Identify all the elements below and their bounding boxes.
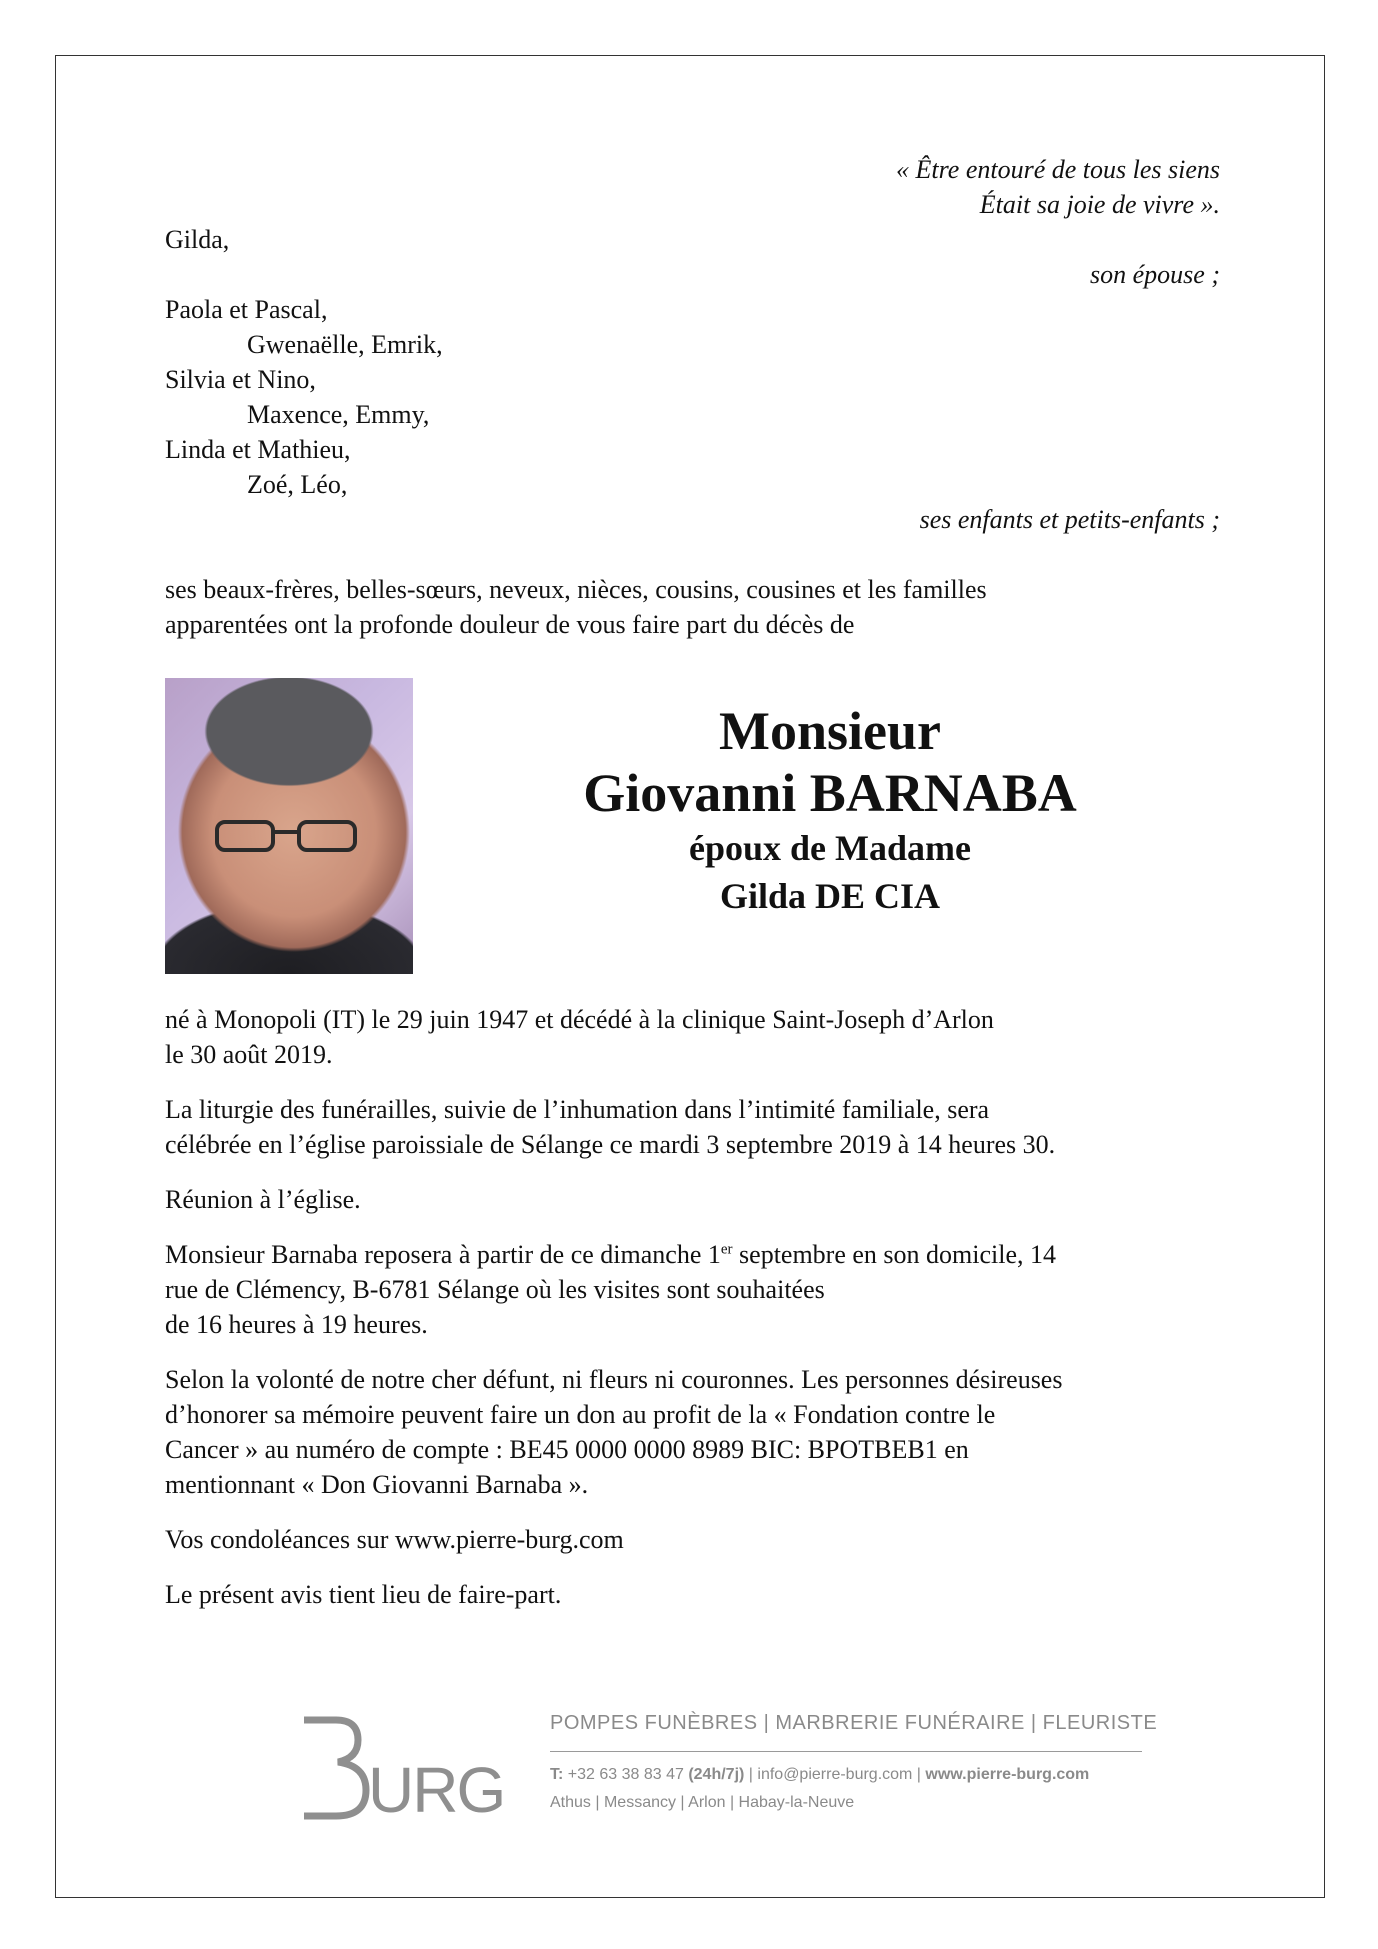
wish-line-4: mentionnant « Don Giovanni Barnaba ». (165, 1470, 589, 1499)
liturgy-line-2: célébrée en l’église paroissiale de Sélange ce mardi 3 septembre 2019 à 14 heures 30. (165, 1130, 1056, 1159)
extended-family (165, 572, 1220, 642)
burg-logo (296, 1712, 506, 1822)
company-services: POMPES FUNÈBRES | MARBRERIE FUNÉRAIRE | FLEURISTE (550, 1712, 1142, 1752)
company-locations: Athus | Messancy | Arlon | Habay-la-Neuve (550, 1794, 855, 1811)
spouse-name: Gilda, (165, 225, 230, 254)
company-footer (550, 1712, 1158, 1812)
rest-line-3: de 16 heures à 19 heures. (165, 1310, 428, 1339)
email-link[interactable]: | info@pierre-burg.com | (744, 1766, 926, 1783)
spouse-relation: époux de Madame (689, 828, 971, 868)
ordinal-suffix: er (720, 1241, 733, 1258)
liturgy-line-1: La liturgie des funérailles, suivie de l’inhumation dans l’intimité familiale, sera (165, 1095, 990, 1124)
meeting-paragraph: Réunion à l’église. (165, 1185, 361, 1214)
child-line: Paola et Pascal, (165, 295, 328, 324)
grandchildren-line: Maxence, Emmy, (247, 400, 430, 429)
website-link[interactable]: www.pierre-burg.com (925, 1766, 1090, 1783)
deceased-name-block (480, 700, 1180, 920)
spouse-role: son épouse ; (1090, 260, 1220, 289)
notice-body (165, 1002, 1220, 1612)
wish-line-2: d’honorer sa mémoire peuvent faire un don au profit de la « Fondation contre le (165, 1400, 996, 1429)
grandchildren-line: Gwenaëlle, Emrik, (247, 330, 443, 359)
quote-line-1: « Être entouré de tous les siens (896, 155, 1220, 184)
grandchildren-line: Zoé, Léo, (247, 470, 348, 499)
glasses-shape (213, 818, 363, 854)
children-list (165, 292, 1220, 502)
birth-line-2: le 30 août 2019. (165, 1040, 333, 1069)
condolences-paragraph: Vos condoléances sur www.pierre-burg.com (165, 1525, 624, 1554)
child-line: Silvia et Nino, (165, 365, 316, 394)
deceased-name: Giovanni BARNABA (583, 763, 1077, 823)
child-line: Linda et Mathieu, (165, 435, 351, 464)
spouse-full-name: Gilda DE CIA (719, 876, 941, 916)
wish-line-3: Cancer » au numéro de compte : BE45 0000 0000 8989 BIC: BPOTBEB1 en (165, 1435, 969, 1464)
phone-number[interactable]: +32 63 38 83 47 (563, 1766, 689, 1783)
deceased-title: Monsieur (719, 701, 941, 761)
children-role: ses enfants et petits-enfants ; (919, 505, 1220, 534)
rest-paragraph (165, 1237, 1220, 1342)
birth-paragraph (165, 1002, 1220, 1072)
rest-line-2: rue de Clémency, B-6781 Sélange où les visites sont souhaitées (165, 1275, 825, 1304)
family-line-2: apparentées ont la profonde douleur de vous faire part du décès de (165, 610, 855, 639)
notice-paragraph: Le présent avis tient lieu de faire-part. (165, 1580, 562, 1609)
company-contact (550, 1766, 1142, 1784)
phone-label: T: (550, 1766, 564, 1783)
rest-line-1b: septembre en son domicile, 14 (732, 1240, 1057, 1269)
family-line-1: ses beaux-frères, belles-sœurs, neveux, nièces, cousins, cousines et les familles (165, 575, 987, 604)
wish-paragraph (165, 1362, 1220, 1502)
birth-line-1: né à Monopoli (IT) le 29 juin 1947 et décédé à la clinique Saint-Joseph d’Arlon (165, 1005, 994, 1034)
quote-line-2: Était sa joie de vivre ». (979, 190, 1220, 219)
logo-wordmark: URG (368, 1754, 505, 1822)
liturgy-paragraph (165, 1092, 1220, 1162)
phone-hours: (24h/7j) (688, 1766, 745, 1783)
epitaph-quote (165, 152, 1220, 222)
portrait-photo (165, 678, 413, 974)
wish-line-1: Selon la volonté de notre cher défunt, ni fleurs ni couronnes. Les personnes désireuses (165, 1365, 1063, 1394)
rest-line-1a: Monsieur Barnaba reposera à partir de ce dimanche 1 (165, 1240, 721, 1269)
